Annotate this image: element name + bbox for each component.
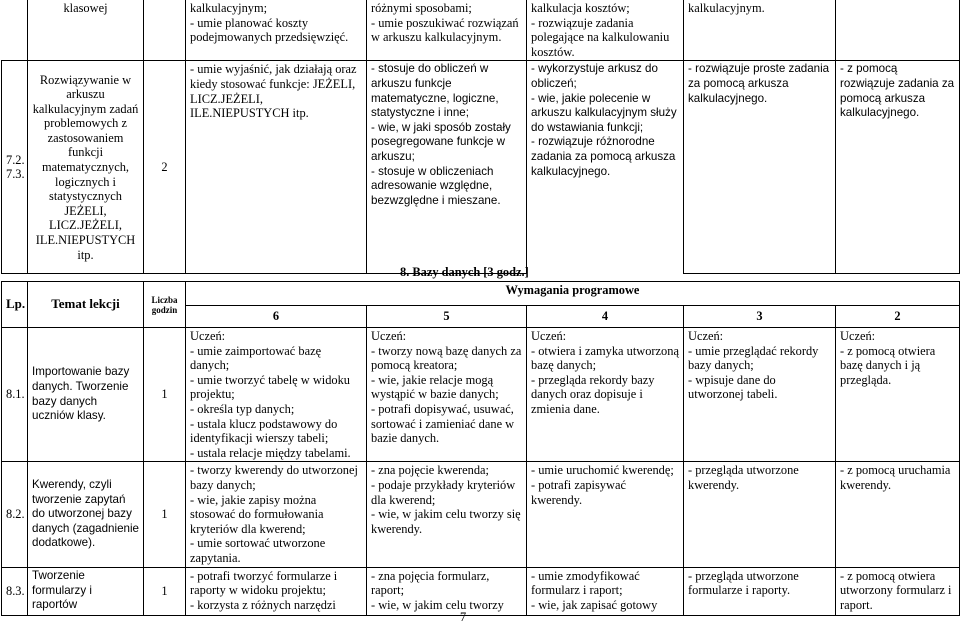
table-row: [2, 567, 960, 615]
top-header-hours-empty: [144, 0, 186, 61]
header-grade-4: 4: [527, 306, 684, 328]
top-table: [1, 0, 960, 274]
section-title: 8. Bazy danych [3 godz.]: [400, 265, 529, 279]
top-g2-top-empty: [836, 0, 960, 61]
header-grade-6: 6: [186, 306, 367, 328]
row-g2: Uczeń: - z pomocą otwiera bazę danych i ją przegląda.: [836, 328, 960, 462]
row-g2: - z pomocą otwiera utworzony formularz i raport.: [836, 567, 960, 615]
top-g2-main: - z pomocą rozwiązuje zadania za pomocą arkusza kalkulacyjnego.: [836, 61, 960, 274]
header-requirements: Wymagania programowe: [186, 282, 960, 306]
row-topic: Tworzenie formularzy i raportów: [28, 567, 144, 615]
main-table: [1, 281, 960, 616]
row-g3: Uczeń: - umie przeglądać rekordy bazy danych; - wpisuje dane do utworzonej tabeli.: [684, 328, 836, 462]
top-g6-main: - umie wyjaśnić, jak działają oraz kiedy stosować funkcje: JEŻELI, LICZ.JEŻELI, ILE.NIEPUSTYCH itp.: [186, 61, 367, 274]
row-num: 8.1.: [2, 328, 28, 462]
table-row: [2, 328, 960, 462]
top-header-topic: klasowej: [28, 0, 144, 61]
header-hours: Liczba godzin: [144, 282, 186, 328]
header-topic: Temat lekcji: [28, 282, 144, 328]
row-g6: - potrafi tworzyć formularze i raporty w widoku projektu; - korzysta z różnych narzędzi: [186, 567, 367, 615]
top-row-topic: [28, 61, 144, 274]
row-hours: 1: [144, 462, 186, 567]
row-g2: - z pomocą uruchamia kwerendy.: [836, 462, 960, 567]
top-g4-top: kalkulacja kosztów; - rozwiązuje zadania polegające na kalkulowaniu kosztów.: [527, 0, 684, 61]
header-grade-3: 3: [684, 306, 836, 328]
row-g4: Uczeń: - otwiera i zamyka utworzoną bazę danych; - przegląda rekordy bazy danych oraz dopisuje i zmienia dane.: [527, 328, 684, 462]
header-lp: Lp.: [2, 282, 28, 328]
top-g3-main: - rozwiązuje proste zadania za pomocą arkusza kalkulacyjnego.: [684, 61, 836, 274]
row-hours: 1: [144, 328, 186, 462]
top-row-hours: 2: [144, 61, 186, 274]
page-number: 7: [460, 610, 467, 624]
top-g5-top: różnymi sposobami; - umie poszukiwać rozwiązań w arkuszu kalkulacyjnym.: [367, 0, 527, 61]
top-row-topic-text: Rozwiązywanie w arkuszu kalkulacyjnym zadań problemowych z zastosowaniem funkcji matematycznych, logicznych i statystycznych JEŻELI, LICZ.JEŻELI, ILE.NIEPUSTYCH itp.: [32, 72, 139, 262]
top-g4-main: - wykorzystuje arkusz do obliczeń; - wie, jakie polecenie w arkuszu kalkulacyjnym służy do wstawiania funkcji; - rozwiązuje różnorodne zadania za pomocą arkusza kalkulacyjnego.: [527, 61, 684, 274]
row-g6: Uczeń: - umie zaimportować bazę danych; - umie tworzyć tabelę w widoku projektu; - określa typ danych; - ustala klucz podstawowy do identyfikacji wierszy tabeli; - ustala relacje między tabelami.: [186, 328, 367, 462]
row-g4: - umie zmodyfikować formularz i raport; - wie, jak zapisać gotowy: [527, 567, 684, 615]
header-left-empty: [2, 0, 28, 61]
row-hours: 1: [144, 567, 186, 615]
table-row: [2, 462, 960, 567]
row-g6: - tworzy kwerendy do utworzonej bazy danych; - wie, jakie zapisy można stosować do formułowania kryteriów dla kwerend; - umie sortować utworzone zapytania.: [186, 462, 367, 567]
row-num: 8.2.: [2, 462, 28, 567]
top-g5-main: - stosuje do obliczeń w arkuszu funkcje matematyczne, logiczne, statystyczne i inne; - wie, w jaki sposób zostały posegregowane funkcje w arkuszu; - stosuje w obliczeniach adresowanie względne, bezwzględne i mieszane.: [367, 61, 527, 274]
top-g3-top: kalkulacyjnym.: [684, 0, 836, 61]
header-grade-5: 5: [367, 306, 527, 328]
top-row-num: 7.2. 7.3.: [2, 61, 28, 274]
row-g5: - zna pojęcia formularz, raport; - wie, w jakim celu tworzy: [367, 567, 527, 615]
header-grade-2: 2: [836, 306, 960, 328]
row-topic: Kwerendy, czyli tworzenie zapytań do utworzonej bazy danych (zagadnienie dodatkowe).: [28, 462, 144, 567]
row-num: 8.3.: [2, 567, 28, 615]
row-g3: - przegląda utworzone formularze i raporty.: [684, 567, 836, 615]
row-g5: - zna pojęcie kwerenda; - podaje przykłady kryteriów dla kwerend; - wie, w jakim celu tworzy się kwerendy.: [367, 462, 527, 567]
row-g3: - przegląda utworzone kwerendy.: [684, 462, 836, 567]
top-g6-top: kalkulacyjnym; - umie planować koszty podejmowanych przedsięwzięć.: [186, 0, 367, 61]
row-topic: Importowanie bazy danych. Tworzenie bazy danych uczniów klasy.: [28, 328, 144, 462]
row-g4: - umie uruchomić kwerendę; - potrafi zapisywać kwerendy.: [527, 462, 684, 567]
row-g5: Uczeń: - tworzy nową bazę danych za pomocą kreatora; - wie, jakie relacje mogą wystąpić w bazie danych; - potrafi dopisywać, usuwać, sortować i zamieniać dane w bazie danych.: [367, 328, 527, 462]
